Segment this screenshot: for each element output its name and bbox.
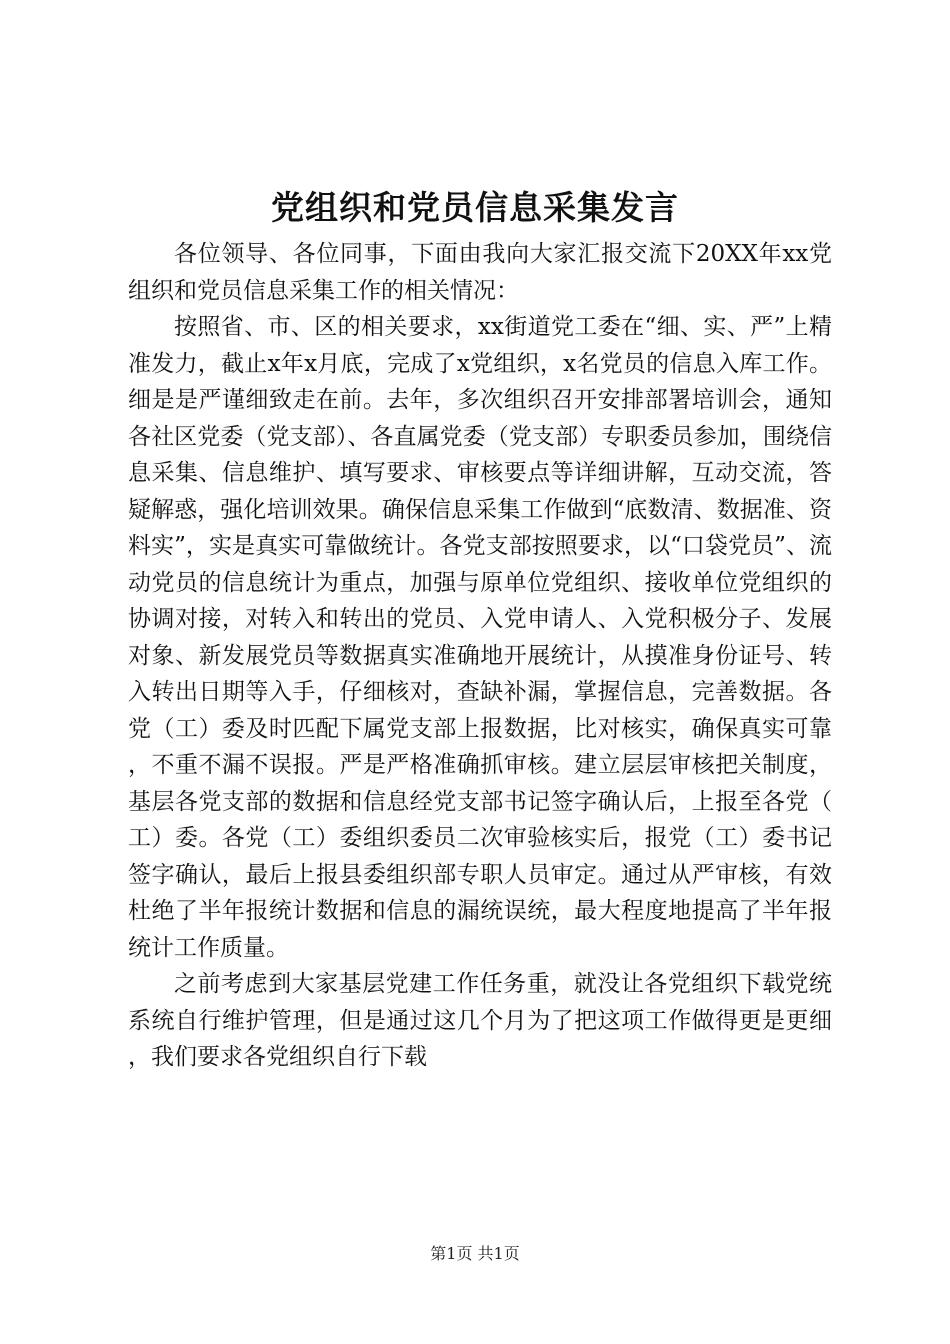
paragraph-2: 按照省、市、区的相关要求，xx街道党工委在“细、实、严”上精准发力，截止x年x月底，完成了x党组织，x名党员的信息入库工作。细是是严谨细致走在前。去年，多次组织召开安排部署培训会，通知各社区党委（党支部）、各直属党委（党支部）专职委员参加，围绕信息采集、信息维护、填写要求、审核要点等详细讲解，互动交流，答疑解惑，强化培训效果。确保信息采集工作做到“底数清、数据准、资料实”，实是真实可靠做统计。各党支部按照要求，以“口袋党员”、流动党员的信息统计为重点，加强与原单位党组织、接收单位党组织的协调对接，对转入和转出的党员、入党申请人、入党积极分子、发展对象、新发展党员等数据真实准确地开展统计，从摸准身份证号、转入转出日期等入手，仔细核对，查缺补漏，掌握信息，完善数据。各党（工）委及时匹配下属党支部上报数据，比对核实，确保真实可靠，不重不漏不误报。严是严格准确抓审核。建立层层审核把关制度，基层各党支部的数据和信息经党支部书记签字确认后，上报至各党（工）委。各党（工）委组织委员二次审验核实后，报党（工）委书记签字确认，最后上报县委组织部专职人员审定。通过从严审核，有效杜绝了半年报统计数据和信息的漏统误统，最大程度地提高了半年报统计工作质量。 [128,314,832,961]
document-body [128,236,832,1076]
page-footer: 第1页 共1页 [430,1244,520,1263]
paragraph-1: 各位领导、各位同事，下面由我向大家汇报交流下20XX年xx党组织和党员信息采集工作的相关情况： [128,241,832,304]
document-title: 党组织和党员信息采集发言 [271,188,679,227]
paragraph-3: 之前考虑到大家基层党建工作任务重，就没让各党组织下载党统系统自行维护管理，但是通过这几个月为了把这项工作做得更是更细，我们要求各党组织自行下载 [128,971,832,1070]
